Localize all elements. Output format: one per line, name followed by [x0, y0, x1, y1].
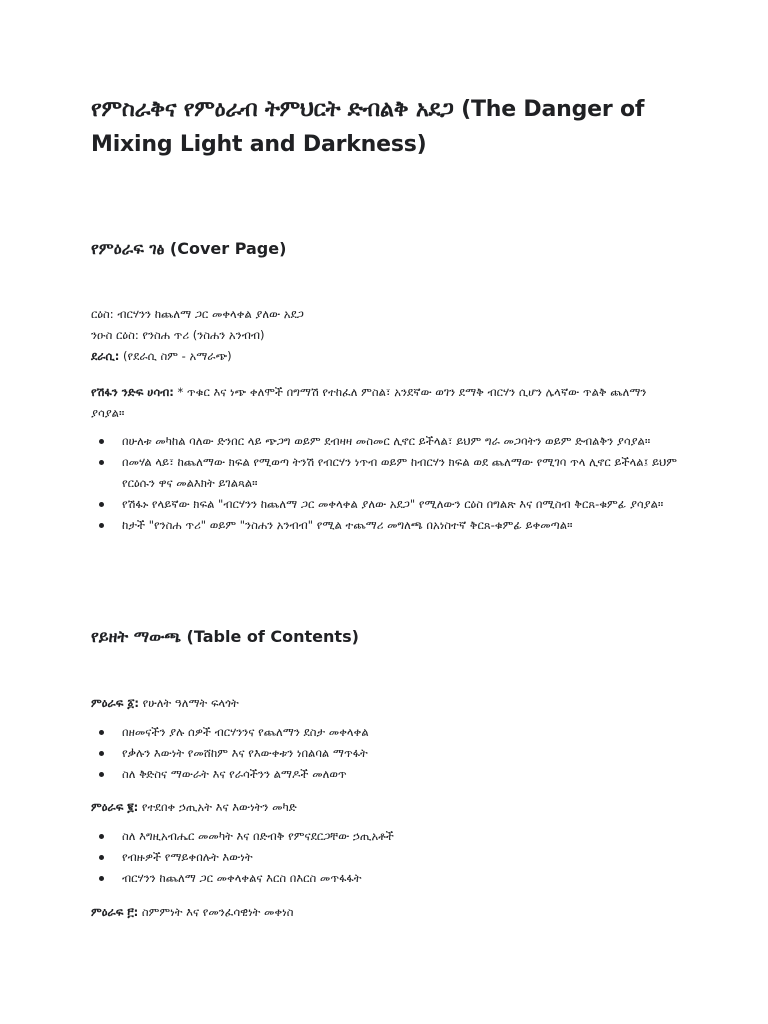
list-item: የብዙዎች የማይቀበሉት እውነት [91, 847, 681, 868]
chapter-label: ምዕራፍ ፩: [91, 696, 140, 710]
cover-image-text: * ጥቁር እና ነጭ ቀለሞች በግማሽ የተከፈለ ምስል፣ አንደኛው ወገን ደማቅ ብርሃን ሲሆን ሌላኛው ጥልቅ ጨለማን ያሳያል። [91, 385, 647, 420]
list-item: ስለ እግዚአብሔር መመካት እና በድብቅ የምናደርጋቸው ኃጢአቶች [91, 826, 681, 847]
list-item: በዘመናችን ያሉ ሰዎች ብርሃንንና የጨለማን ደስታ መቀላቀል [91, 722, 681, 743]
cover-subtitle-line: ንዑስ ርዕስ: የንስሐ ጥሪ (ንስሐን አንብብ) [91, 328, 265, 342]
toc-chapter-1 [91, 693, 239, 714]
cover-bullet-list [91, 431, 681, 536]
toc-chapter-2 [91, 797, 297, 818]
chapter-label: ምዕራፍ ፫: [91, 905, 139, 919]
cover-page-heading: የምዕራፍ ገፅ (Cover Page) [91, 239, 287, 258]
list-item: ከታች "የንስሐ ጥሪ" ወይም "ንስሐን አንብብ" የሚል ተጨማሪ መግለጫ በአነስተኛ ቅርጸ-ቁምፊ ይቀመጣል። [91, 515, 681, 536]
toc-chapter-3 [91, 902, 294, 923]
toc-chapter-2-list [91, 826, 681, 889]
cover-author-line [91, 346, 304, 367]
list-item: ብርሃንን ከጨለማ ጋር መቀላቀልና እርስ በእርስ መጥፋፋት [91, 868, 681, 889]
cover-image-idea [91, 382, 681, 424]
list-item: የቃሉን እውነት የመሸከም እና የእውቀቱን ነበልባል ማጥፋት [91, 743, 681, 764]
toc-chapter-1-list [91, 722, 681, 785]
cover-metadata [91, 304, 304, 367]
list-item: ስለ ቅድስና ማውራት እና የራሳችንን ልማዶች መለወጥ [91, 764, 681, 785]
cover-image-label: የሽፋን ንድፍ ሀሳብ: [91, 385, 174, 399]
cover-title-line: ርዕስ: ብርሃንን ከጨለማ ጋር መቀላቀል ያለው አደጋ [91, 307, 304, 321]
chapter-label: ምዕራፍ ፪: [91, 800, 139, 814]
list-item: የሽፋኑ የላይኛው ክፍል "ብርሃንን ከጨለማ ጋር መቀላቀል ያለው አደጋ" የሚለውን ርዕስ በግልጽ እና በሚስብ ቅርጸ-ቁምፊ ያሳያል። [91, 494, 681, 515]
chapter-title: የሁለት ዓለማት ፍላጎት [139, 696, 239, 710]
list-item: በመሃል ላይ፣ ከጨለማው ክፍል የሚወጣ ትንሽ የብርሃን ነጥብ ወይም ከብርሃን ክፍል ወደ ጨለማው የሚገባ ጥላ ሊኖር ይችላል፤ ይህም የርዕሱን ዋና መልእክት ይገልጻል። [91, 452, 681, 494]
author-value: (የደራሲ ስም - አማራጭ) [119, 349, 232, 363]
document-title: የምስራቅና የምዕራብ ትምህርት ድብልቅ አደጋ (The Danger of Mixing Light and Darkness) [91, 97, 645, 157]
chapter-title: የተደበቀ ኃጢአት እና እውነትን መካድ [138, 800, 297, 814]
author-label: ደራሲ: [91, 349, 120, 363]
chapter-title: ስምምነት እና የመንፈሳዊነት መቀነስ [138, 905, 294, 919]
list-item: በሁለቱ መካከል ባለው ድንበር ላይ ጭጋግ ወይም ደብዛዛ መስመር ሊኖር ይችላል፣ ይህም ግራ መጋባትን ወይም ድብልቅን ያሳያል። [91, 431, 681, 452]
toc-heading: የይዘት ማውጫ (Table of Contents) [91, 627, 359, 646]
